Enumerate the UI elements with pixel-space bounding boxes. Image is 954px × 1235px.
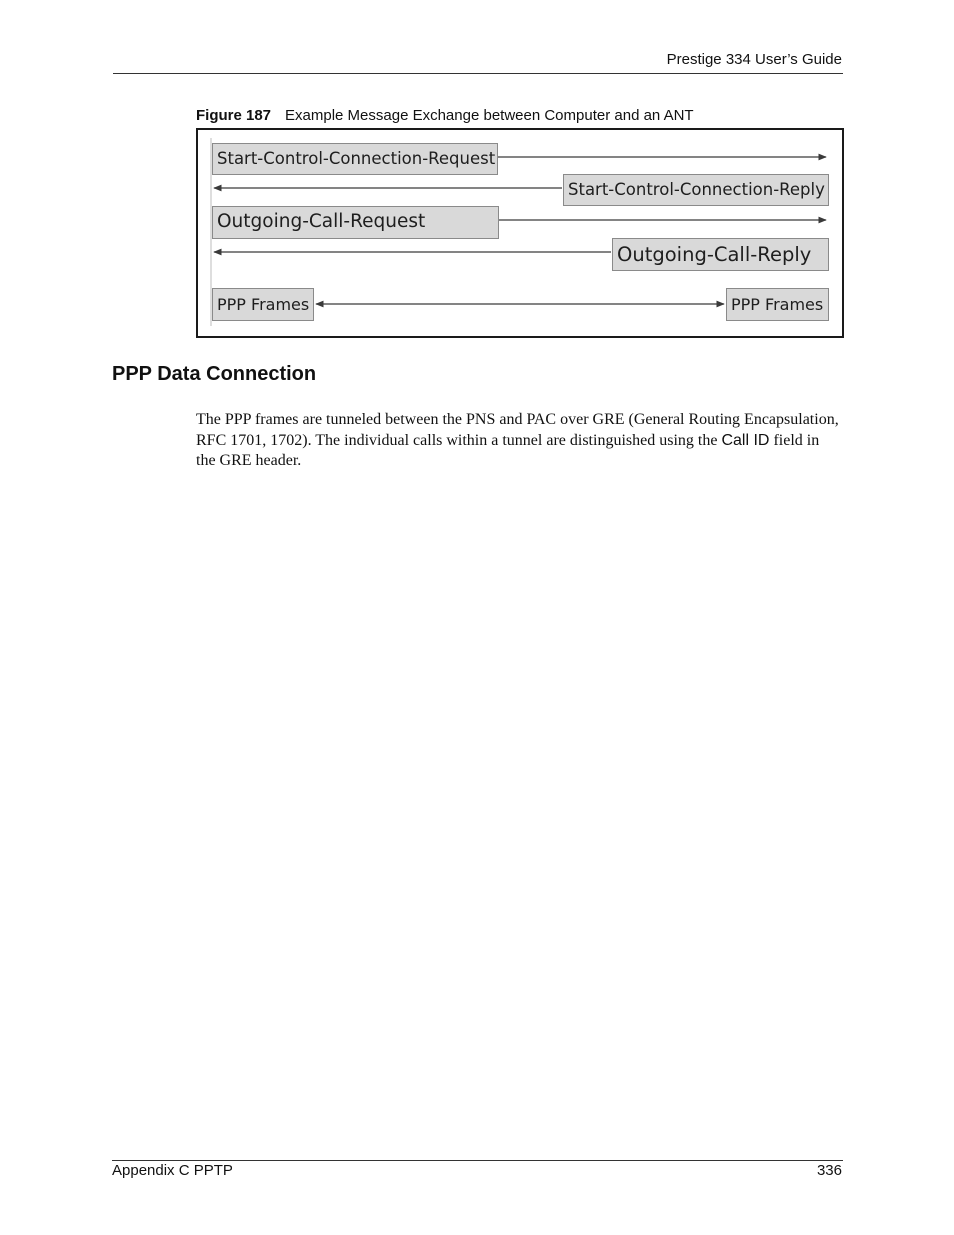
page-number: 336 <box>816 1162 842 1179</box>
header-rule <box>113 73 843 74</box>
msg-start-control-connection-request: Start-Control-Connection-Request <box>212 143 498 175</box>
paragraph-text-2: field in the GRE header. <box>196 431 820 469</box>
page-header-title: Prestige 334 User’s Guide <box>666 51 842 68</box>
msg-ppp-frames-right: PPP Frames <box>726 288 829 321</box>
figure-caption-text: Example Message Exchange between Computer and an ANT <box>285 107 694 124</box>
message-exchange-diagram <box>196 128 844 338</box>
section-heading: PPP Data Connection <box>112 363 317 385</box>
msg-outgoing-call-reply: Outgoing-Call-Reply <box>612 238 829 271</box>
footer-section-title: Appendix C PPTP <box>112 1162 233 1179</box>
figure-number: Figure 187 <box>196 107 272 124</box>
footer-rule <box>112 1160 843 1161</box>
msg-outgoing-call-request: Outgoing-Call-Request <box>212 206 499 239</box>
paragraph-term: Call ID <box>721 431 770 449</box>
msg-ppp-frames-left: PPP Frames <box>212 288 314 321</box>
body-paragraph <box>196 410 842 472</box>
figure-caption <box>196 107 694 124</box>
msg-start-control-connection-reply: Start-Control-Connection-Reply <box>563 174 829 206</box>
paragraph-text-1: The PPP frames are tunneled between the PNS and PAC over GRE (General Routing Encapsulation, RFC 1701, 1702). The individual calls within a tunnel are distinguished using the <box>196 411 839 449</box>
